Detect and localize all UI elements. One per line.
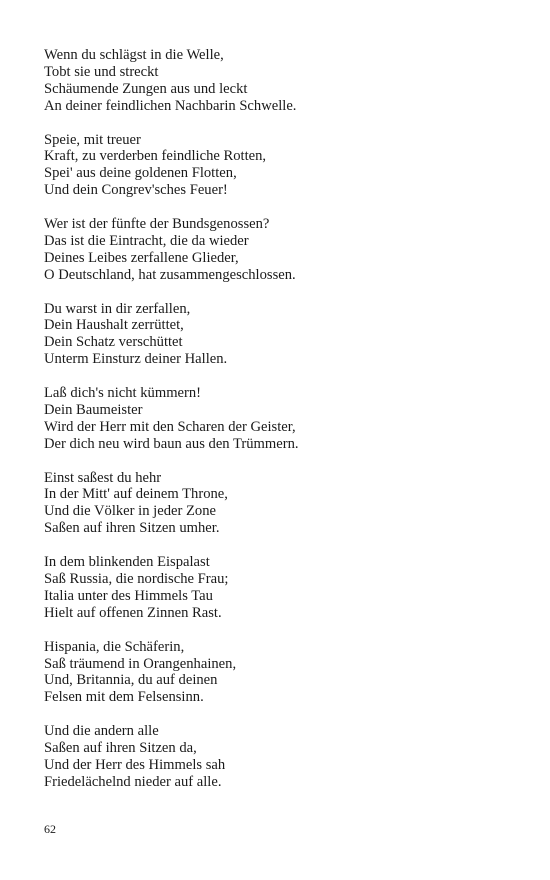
poem-line: Italia unter des Himmels Tau bbox=[44, 587, 213, 604]
page-number: 62 bbox=[44, 822, 56, 836]
poem-line: Hielt auf offenen Zinnen Rast. bbox=[44, 604, 222, 621]
poem-text bbox=[44, 47, 514, 808]
stanza-3 bbox=[44, 216, 514, 284]
poem-line: Das ist die Eintracht, die da wieder bbox=[44, 232, 249, 249]
poem-line: Dein Schatz verschüttet bbox=[44, 334, 183, 351]
poem-line: Deines Leibes zerfallene Glieder, bbox=[44, 249, 239, 266]
stanza-7 bbox=[44, 554, 514, 622]
poem-line: Kraft, zu verderben feindliche Rotten, bbox=[44, 148, 267, 165]
poem-line: Felsen mit dem Felsensinn. bbox=[44, 689, 204, 706]
poem-line: Wird der Herr mit den Scharen der Geister, bbox=[44, 418, 296, 435]
stanza-2 bbox=[44, 132, 514, 200]
poem-line: Schäumende Zungen aus und leckt bbox=[44, 80, 248, 97]
stanza-8 bbox=[44, 639, 514, 707]
poem-line: Dein Haushalt zerrüttet, bbox=[44, 317, 184, 334]
poem-line: Wer ist der fünfte der Bundsgenossen? bbox=[44, 216, 270, 233]
stanza-5 bbox=[44, 385, 514, 453]
poem-line: O Deutschland, hat zusammengeschlossen. bbox=[44, 266, 296, 283]
poem-line: Du warst in dir zerfallen, bbox=[44, 300, 191, 317]
poem-line: Saß träumend in Orangenhainen, bbox=[44, 655, 237, 672]
stanza-9 bbox=[44, 723, 514, 791]
poem-line: In dem blinkenden Eispalast bbox=[44, 554, 210, 571]
poem-line: Laß dich's nicht kümmern! bbox=[44, 385, 202, 402]
poem-line: Saßen auf ihren Sitzen umher. bbox=[44, 520, 220, 537]
poem-line: Und die Völker in jeder Zone bbox=[44, 503, 216, 520]
poem-line: Dein Baumeister bbox=[44, 401, 143, 418]
poem-line: Spei' aus deine goldenen Flotten, bbox=[44, 165, 237, 182]
stanza-6 bbox=[44, 470, 514, 538]
stanza-4 bbox=[44, 301, 514, 369]
poem-line: Saß Russia, die nordische Frau; bbox=[44, 571, 229, 587]
poem-line: In der Mitt' auf deinem Throne, bbox=[44, 486, 228, 503]
poem-line: Und dein Congrev'sches Feuer! bbox=[44, 182, 228, 199]
poem-line: An deiner feindlichen Nachbarin Schwelle. bbox=[44, 97, 297, 114]
poem-line: Unterm Einsturz deiner Hallen. bbox=[44, 351, 228, 368]
stanza-1 bbox=[44, 47, 514, 115]
poem-line: Der dich neu wird baun aus den Trümmern. bbox=[44, 435, 299, 452]
poem-line: Speie, mit treuer bbox=[44, 131, 141, 148]
poem-line: Und der Herr des Himmels sah bbox=[44, 756, 226, 773]
poem-line: Saßen auf ihren Sitzen da, bbox=[44, 740, 197, 757]
poem-line: Wenn du schlägst in die Welle, bbox=[44, 47, 224, 63]
poem-line: Und, Britannia, du auf deinen bbox=[44, 672, 218, 689]
poem-line: Friedelächelnd nieder auf alle. bbox=[44, 773, 222, 790]
poem-line: Und die andern alle bbox=[44, 723, 159, 740]
poem-line: Einst saßest du hehr bbox=[44, 469, 162, 486]
poem-line: Tobt sie und streckt bbox=[44, 63, 159, 80]
poem-line: Hispania, die Schäferin, bbox=[44, 638, 185, 655]
